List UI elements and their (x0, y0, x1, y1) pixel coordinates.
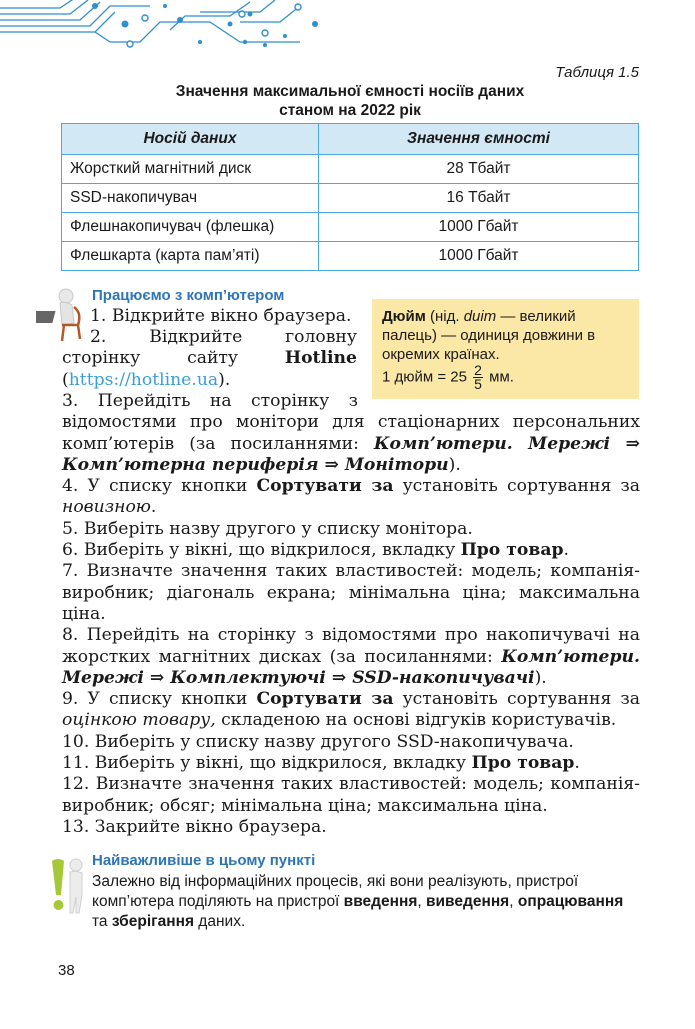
column-header: Носій даних (62, 124, 319, 155)
step-10: 10. Виберіть у списку назву другого SSD-накопичувача. (62, 731, 574, 752)
table-row (62, 184, 639, 213)
hotline-link[interactable]: https://hotline.ua (68, 369, 219, 390)
step-11: 11. Виберіть у вікні, що відкрилося, вкладку Про товар. (62, 753, 580, 774)
table-cell: 1000 Гбайт (319, 242, 639, 271)
step-9: 9. У списку кнопки Сортувати за установіть сортування за оцінкою товару, складеною на основі відгуків користувачів. (62, 689, 641, 731)
step-7: 7. Визначте значення таких властивостей: модель; компанія-виробник; діагональ екрана; мінімальна ціна; максимальна ціна. (62, 561, 640, 624)
section-heading-practice: Працюємо з комп’ютером (92, 287, 285, 304)
table-cell: SSD-накопичувач (62, 184, 319, 213)
steps-3-13 (62, 391, 640, 838)
note-formula: 1 дюйм = 25 (382, 368, 467, 386)
step-12: 12. Визначте значення таких властивостей: модель; компанія-виробник; обсяг; мінімальна ціна; максимальна ціна. (62, 774, 640, 816)
page-number: 38 (58, 962, 75, 979)
circuit-board-icon (0, 0, 320, 55)
step-6: 6. Виберіть у вікні, що відкрилося, вкладку Про товар. (62, 540, 569, 561)
table-title: Значення максимальної ємності носіїв даних станом на 2022 рік (175, 83, 525, 119)
table-header-row (62, 124, 639, 155)
step-3: 3. Перейдіть на сторінку з відомостями про монітори для стаціонарних персональних комп’ютерів (за посиланнями: Комп’ютери. Мережі ⇒ Комп’ютерна периферія ⇒ Монітори). (62, 391, 640, 475)
table-cell: 1000 Гбайт (319, 213, 639, 242)
table-cell: 16 Тбайт (319, 184, 639, 213)
section-heading-summary: Найважливіше в цьому пункті (92, 852, 316, 869)
summary-text: Залежно від інформаційних процесів, які вони реалізують, пристрої комп’ютера поділяють на пристрої введення, виведення, опрацювання та зберігання даних. (92, 873, 624, 930)
table-row (62, 155, 639, 184)
steps-1-2 (90, 306, 390, 327)
table-cell: Жорсткий магнітний диск (62, 155, 319, 184)
table-cell: Флешкарта (карта пам’яті) (62, 242, 319, 271)
step-8: 8. Перейдіть на сторінку з відомостями про накопичувачі на жорстких магнітних дисках (за посиланнями: Комп’ютери. Мережі ⇒ Комплектуючі ⇒ SSD-накопичувачі). (62, 625, 640, 688)
fraction: $\frac{2}{5}$ (474, 362, 482, 392)
step-13: 13. Закрийте вікно браузера. (62, 816, 327, 837)
table-cell: 28 Тбайт (319, 155, 639, 184)
exclamation-person-icon (48, 855, 88, 917)
column-header: Значення ємності (319, 124, 639, 155)
table-caption: Таблиця 1.5 (555, 64, 639, 81)
table-row (62, 213, 639, 242)
step-1: 1. Відкрийте вікно браузера. (90, 306, 352, 326)
step-5: 5. Виберіть назву другого у списку монітора. (62, 518, 473, 539)
table-row (62, 242, 639, 271)
table-cell: Флешнакопичувач (флешка) (62, 213, 319, 242)
note-term: Дюйм (382, 308, 426, 325)
storage-capacity-table (61, 123, 639, 271)
step-2: 2. Відкрийте головну сторінку сайту Hotline (https://hotline.ua). (62, 327, 357, 390)
step-4: 4. У списку кнопки Сортувати за установіть сортування за новизною. (62, 476, 641, 518)
definition-note: Дюйм (нід. duim — великий палець) — одиниця довжини в окремих країнах. 1 дюйм = 25 $\frac{2}{5}$ мм. (372, 299, 639, 399)
